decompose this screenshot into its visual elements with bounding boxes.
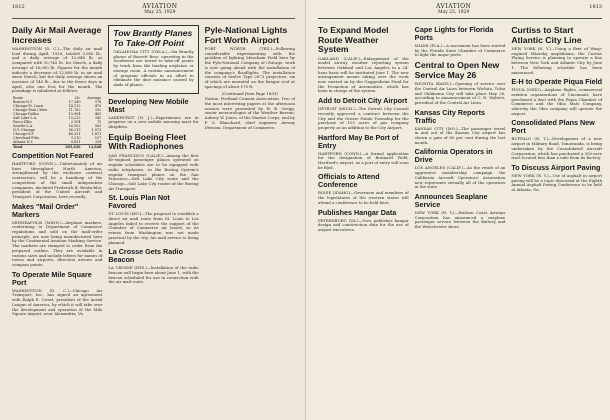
left-running-head	[12, 4, 295, 19]
article-body: ST. LOUIS (MO.)—The proposal to establish a direct air mail route from St. Louis to Los Angeles failed to receive the support of the Chamber of Commerce air board, as its return from Washington was not made practical by the city. Air mail service is being planned.	[108, 211, 199, 245]
right-column-3	[511, 23, 602, 235]
article-headline: Central to Open New Service May 26	[414, 60, 500, 80]
right-running-head	[318, 4, 602, 19]
article-headline: Hartford May Be Port of Entry	[318, 132, 399, 150]
article-headline: Publishes Hangar Data	[318, 207, 397, 217]
article-headline: St. Louis Plan Not Favored	[108, 193, 170, 211]
article-headline: Daily Air Mail Average Increases	[12, 25, 102, 45]
left-column-2	[108, 23, 198, 319]
article-headline: California Operators in Drive	[414, 147, 493, 165]
table-cell: 563	[94, 124, 102, 129]
article-headline: Officials to Attend Conference	[318, 172, 380, 190]
table-cell: 1,611	[91, 132, 102, 137]
table-cell: 107	[94, 136, 102, 141]
table-cell: Total	[12, 145, 59, 150]
article-body: DETROIT (MICH.)—The Detroit City Council recently approved a contract between the City and the Grosse Pointe Township for the purchase of 103 acres of gas company property as an addition to the City Airport.	[318, 106, 409, 130]
table-cell: Chicago-St. Louis	[13, 104, 44, 109]
left-column-1	[12, 23, 102, 319]
table-cell: Average	[87, 96, 102, 101]
table-cell: Salt Lake-L.A.	[13, 116, 38, 121]
table-cell: 11,782	[68, 108, 81, 113]
table-cell: 9,851	[70, 140, 81, 145]
article-body: LAKEHURST (N. J.)—Experiments are in progress on a new mobile mooring mast for dirigibles.	[108, 114, 199, 130]
table-total-row	[12, 145, 102, 150]
article-body: PETERSBURG (VA.)—Now publishes hangar design and construction data for the use of airport executives.	[318, 217, 409, 232]
article-body: FORT WORTH (TEX.)—Following considerable experimenting with the problem of lighting Meacham Field here by the Pyle-National Company of Chicago, work is now going ahead with the installation of the company's floodlights. The installation consists of twelve Type 2873 projectors, six of which are mounted on the hangar roof at spacings of about 170 ft.	[204, 46, 295, 89]
article-headline: To Operate Mile Square Port	[12, 269, 92, 287]
table-cell: Pasco-Elko	[13, 120, 32, 125]
article-body: MINNEAPOLIS (MINN.)—Airplane markers, conforming to Department of Commerce regulations and sold on the mail-order principle, are now being manufactured here by the Continental Aviation Marking Service. The markers are stamped to order from the prepared outline. They are available in various sizes and include letters for names of towns and airports, direction arrows and compass points.	[12, 219, 103, 267]
table-cell: Seattle-L.A.	[13, 124, 34, 129]
continued-note: (Continued from Page 1833)	[221, 91, 278, 97]
table-cell: 48,331	[68, 132, 81, 137]
table-cell: 2,104	[70, 120, 81, 125]
table-cell: 1,873	[91, 128, 102, 133]
article-headline: La Crosse Gets Radio Beacon	[108, 247, 184, 265]
table-cell: Lb.	[74, 96, 81, 101]
article-body: BUFFALO (N. Y.)—Development of a new airport in Military Road, Tonawanda, is being undertaken by the Consolidated Aircraft Corporation, which has purchased a 300-acre tract located less than a mile from its factory.	[511, 136, 603, 161]
article-headline: Competition Not Feared	[12, 151, 94, 161]
article-headline: Announces Seaplane Service	[414, 191, 488, 209]
article-headline: Developing New Mobile Mast	[108, 96, 189, 114]
article-body: SAN FRANCISCO (CALIF.)—Among the first 40-engined passenger planes operated on regular schedules are to be equipped with radio telephones, as the Boeing System's regular transport planes on the San Francisco—Salt Lake City route and the Chicago—Salt Lake City routes of the Boeing Air Transport.	[108, 152, 199, 191]
article-headline: Consolidated Plans New Port	[511, 118, 595, 136]
table-cell: 16,902	[68, 124, 81, 129]
article-body: NEW YORK (N. Y.)—Hudson Coast Airways Corporation has announced a seaplane passenger service between the Battery and the Westchester shore.	[414, 209, 506, 230]
right-page	[305, 0, 610, 420]
left-journal-title: AVIATION May 25, 1929	[142, 3, 178, 15]
article-body: PIQUA (OHIO)—Airplane flights, commercial aviation organizations of Cincinnati, have purchased a deal with the Piqua Chamber of Commerce and the Ohio Mats Company, whereby the Ohio company will operate the airport.	[511, 87, 603, 116]
article-body: WICHITA (KANS.)—Opening of service over the Central Air Lines between Wichita, Tulsa and Oklahoma City will take place May 26, according to announcement of C. N. Walters, president of the Central Air Lines.	[414, 81, 506, 105]
right-column-2	[415, 23, 506, 235]
article-body: LOS ANGELES (CALIF.)—As the result of an aggressive membership campaign the California Aircraft Operators' Association now represents virtually all of the operators in the state.	[414, 165, 506, 190]
left-column-3	[205, 23, 295, 319]
article-headline: Curtiss to Start Atlantic City Line	[511, 25, 582, 45]
article-headline: Cape Lights for Florida Ports	[414, 25, 494, 42]
article-body: NEW YORK (N. Y.)—Use of asphalt in airport paving will be a topic discussed at the Eighth Annual Asphalt Paving Conference to be held at Atlanta, Ga.	[511, 172, 603, 193]
article-body: Nation. Portland Cement Association. Two of the most interesting papers at the afternoon session were presented by W. B. Gregg, senior meteorologist of the Weather Bureau; Aubrey W. Jones, of the Marine Corps; and by F. S. Blanchard, chief engineer, Airway Division, Department of Commerce.	[204, 96, 295, 130]
article-body: KANSAS CITY (MO.)—The passenger travel in and out of the Kansas City airport has shown a gain of 80 per cent during the last month.	[414, 125, 506, 145]
article-headline: Makes "Mail Order" Markers	[12, 201, 79, 219]
table-cell: 328	[94, 140, 102, 145]
right-page-number: 1813	[589, 4, 602, 10]
article-headline: Add to Detroit City Airport	[318, 96, 408, 106]
article-headline: To Expand Model Route Weather System	[318, 25, 389, 54]
left-page-number: 1812	[12, 4, 25, 10]
article-headline: Kansas City Reports Traffic	[414, 107, 485, 125]
table-cell: 17,349	[68, 100, 81, 105]
article-body: OAKLAND (CALIF.)—Enlargement of the model airway weather reporting system between Oakland and Los Angeles to a 24-hour basis will be instituted June 1. The new arrangement means taking over the work now carried on by the Guggenheim Fund for the Promotion of Aeronautics, which has been in charge of the system.	[318, 55, 409, 94]
table-cell: Cleveland-Pitts.	[13, 136, 41, 141]
article-headline: Equip Boeing Fleet With Radiophones	[108, 131, 187, 152]
table-cell: Atlanta-N.Y.	[13, 140, 34, 145]
table-cell: 470	[94, 104, 102, 109]
table-cell: 10,213	[68, 116, 81, 121]
article-body: MIAMI (FLA.)—A movement has been started by the Florida State Chamber of Commerce to light the major ports.	[414, 43, 506, 58]
table-cell: 13,904	[68, 112, 81, 117]
table-cell: N.Y.-Chicago	[13, 128, 35, 133]
article-body: NEW YORK (N. Y.)—Using a fleet of Wasp-engined Sikorsky amphibians, the Curtiss Flying Service is planning to operate a line between New York and Atlantic City by June 1. The following schedule has been announced.	[511, 46, 603, 75]
table-cell: 578	[94, 100, 102, 105]
air-mail-table	[12, 96, 102, 149]
article-headline: To Discuss Airport Paving	[511, 162, 601, 172]
table-cell: 3,210	[70, 136, 81, 141]
table-cell: 392	[94, 108, 102, 113]
article-headline: E-H to Operate Piqua Field	[511, 77, 602, 87]
table-cell: 70	[97, 120, 102, 125]
table-cell: Chicago-S.F.	[13, 132, 35, 137]
table-cell: Chicago-Dallas	[13, 112, 39, 117]
article-headline: Pyle-National Lights Fort Worth Airport	[204, 25, 288, 45]
article-body: HARTFORD (CONN.)—Unfortunately of air lines throughout North America, strengthened by the exclusive contract contractors, will be a handicap of the competition of the small independent companies, declared Frederick B. Rentschler, president of the United Aircraft and Transport Corporation, here recently.	[12, 161, 103, 199]
table-cell: 340	[94, 116, 102, 121]
table-cell: 463	[94, 112, 102, 117]
boxed-body: OKLAHOMA CITY (OKLA.)—Six Brantly planes of Bassett Bros. operating in the Southwest are towed to take-off points by truck from the landing airplanes or storage room. A routine announcement of program officials in an effort to eliminate the dust nuisance caused by skids of planes.	[113, 49, 194, 87]
article-body: HARTFORD (CONN.)—A formal application for the designation of Brainard Field, Hartford's airport, as a port of entry will soon be filed.	[318, 150, 409, 170]
table-cell: 12,848	[81, 145, 102, 150]
right-journal-title: AVIATION May 25, 1929	[435, 3, 472, 15]
table-cell: Chicago-Twin Cities	[13, 108, 48, 113]
table-cell: Boston-N.Y.	[13, 100, 33, 105]
article-body: WASHINGTON (D. C.)—Chicago Air Transport, Inc., has signed an agreement with Ralph E. Crowl, president of the Aerial League of America, by which it will take over the development and operation of the Mile Square Airport, near Alexandria, Va.	[12, 287, 103, 317]
article-body: WASHINGTON (D. C.)—The daily air mail load during April, 1929, totaled 3,950 lb., and a daily average of 12,848 lb. as compared with 10,745 lb. for March, a daily average of 16,000 lb. Figures for the month indicate a decrease of 12,889 lb. in air mail since March, but the daily average shows an increase of 140 lb., due to the fewer days in April, also one less for the month. The poundage is tabulated as follows:	[12, 46, 103, 94]
table-cell: Route	[13, 96, 24, 101]
table-cell: 56,215	[68, 128, 81, 133]
table-cell: 14,115	[68, 104, 81, 109]
article-body: BOISE (IDAHO)—Governors and members of the legislatures of the western states will attend a conference to be held here.	[318, 190, 409, 205]
boxed-article	[108, 25, 198, 94]
boxed-headline: Tow Brantly Planes To Take-Off Point	[113, 28, 193, 48]
right-column-1	[318, 23, 409, 235]
table-cell: 385,456	[59, 145, 81, 150]
article-body: LA CROSSE (WIS.)—Installation of the radio beacon will begin here about June 1, with the beacon scheduled for use in connection with the air mail route.	[108, 265, 199, 285]
